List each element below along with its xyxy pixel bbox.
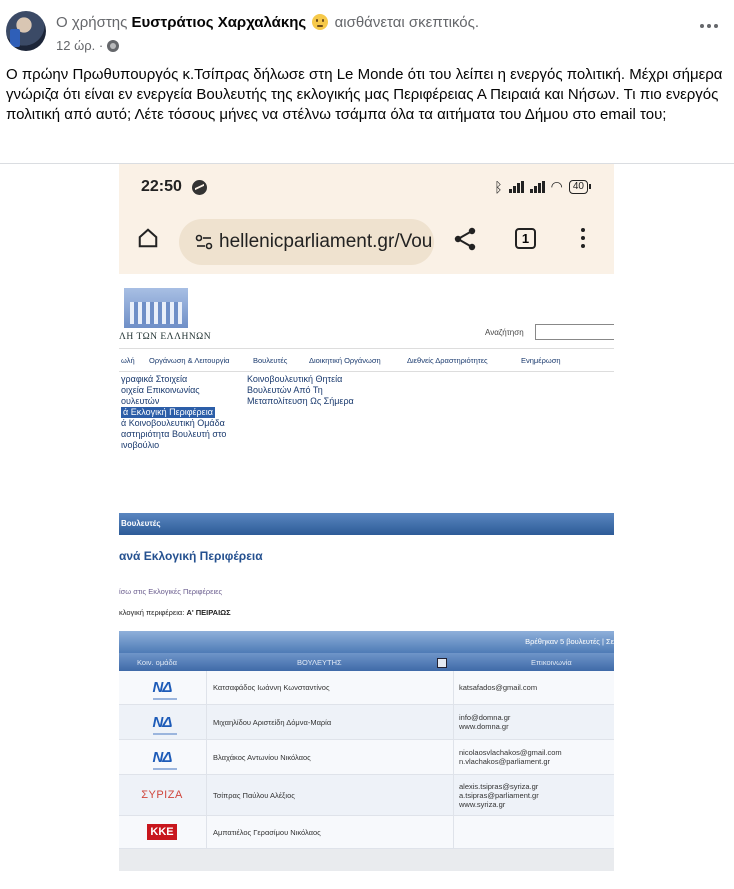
attached-screenshot[interactable] <box>119 164 614 889</box>
submenu-item[interactable]: οιχεία Επικοινωνίας <box>121 385 200 395</box>
post-time[interactable]: 12 ώρ. · <box>56 38 104 53</box>
party-cell <box>119 775 205 815</box>
nav-item-international[interactable]: Διεθνείς Δραστηριότητες <box>407 356 488 365</box>
party-cell <box>119 671 205 704</box>
nav-item-administration[interactable]: Διοικητική Οργάνωση <box>309 356 381 365</box>
mp-name[interactable]: Τσίπρας Παύλου Αλέξιος <box>206 775 454 815</box>
column-header-mp[interactable]: ΒΟΥΛΕΥΤΗΣ <box>297 658 342 667</box>
syriza-logo-icon: ΣΥΡΙΖΑ <box>141 789 183 801</box>
results-bar <box>119 631 614 653</box>
region-value: Α' ΠΕΙΡΑΙΩΣ <box>186 608 231 617</box>
contact-email[interactable]: katsafados@gmail.com <box>459 683 538 692</box>
region-label: κλογική περιφέρεια: <box>119 608 185 617</box>
contact-cell <box>459 740 562 774</box>
share-icon[interactable] <box>452 226 478 252</box>
contact-email[interactable]: alexis.tsipras@syriza.gr <box>459 781 539 791</box>
home-icon[interactable] <box>137 227 159 249</box>
status-icons <box>494 178 588 195</box>
logo-caption: ΛΗ ΤΩΝ ΕΛΛΗΝΩΝ <box>119 332 212 342</box>
region-line <box>119 608 231 617</box>
signal-icon-2 <box>530 181 545 193</box>
submenu-item[interactable]: Μεταπολίτευση Ως Σήμερα <box>247 396 354 406</box>
nav-item-organization[interactable]: Οργάνωση & Λειτουργία <box>149 356 230 365</box>
browser-menu-icon[interactable] <box>581 228 585 248</box>
avatar[interactable] <box>6 11 46 51</box>
results-count: Βρέθηκαν 5 βουλευτές | Σε <box>525 637 614 646</box>
submenu-item[interactable]: ινοβούλιο <box>121 440 160 450</box>
wifi-icon: ◠ <box>550 178 563 194</box>
site-settings-icon[interactable] <box>195 233 213 251</box>
post-meta <box>56 38 119 53</box>
page-title: ανά Εκλογική Περιφέρεια <box>119 549 263 563</box>
column-header-contact[interactable]: Επικοινωνία <box>531 658 572 667</box>
table-row <box>119 705 614 740</box>
contact-email[interactable]: info@domna.gr <box>459 713 511 722</box>
bluetooth-icon: ᛒ <box>494 178 503 195</box>
url-bar[interactable] <box>179 219 434 265</box>
column-header-party[interactable]: Κοιν. ομάδα <box>137 658 178 667</box>
sort-icon[interactable] <box>437 658 447 668</box>
messenger-icon <box>192 180 207 195</box>
party-cell <box>119 705 205 739</box>
submenu-left <box>121 374 226 451</box>
thinking-emoji-icon <box>312 14 328 30</box>
table-row <box>119 740 614 775</box>
parliament-logo[interactable] <box>124 288 188 328</box>
submenu-right <box>247 374 354 407</box>
mp-name[interactable]: Κατσαφάδος Ιωάννη Κωνσταντίνος <box>206 671 454 704</box>
submenu-item[interactable]: ουλευτών <box>121 396 160 406</box>
table-row <box>119 816 614 849</box>
feeling-text: αισθάνεται σκεπτικός. <box>334 14 480 31</box>
nd-logo-icon: ΝΔ <box>152 679 172 696</box>
submenu-item[interactable]: γραφικά Στοιχεία <box>121 374 188 384</box>
tabs-icon[interactable]: 1 <box>515 228 536 249</box>
section-bar <box>119 513 614 535</box>
contact-email[interactable]: n.vlachakos@parliament.gr <box>459 757 550 766</box>
battery-icon: 40 <box>569 180 588 194</box>
table-header <box>119 653 614 671</box>
nav-item-news[interactable]: Ενημέρωση <box>521 356 561 365</box>
section-bar-label: Βουλευτές <box>121 519 161 528</box>
globe-icon <box>107 40 119 52</box>
party-cell <box>119 816 205 848</box>
mp-name[interactable]: Αμπατιέλος Γερασίμου Νικόλαος <box>206 816 454 848</box>
browser-chrome <box>119 164 614 274</box>
contact-website[interactable]: www.syriza.gr <box>459 799 506 809</box>
table-footer <box>119 849 614 871</box>
author-line <box>56 14 479 31</box>
status-time: 22:50 <box>141 178 182 195</box>
search-input[interactable] <box>535 324 614 340</box>
contact-website[interactable]: www.domna.gr <box>459 722 509 731</box>
submenu-item[interactable]: ά Κοινοβουλευτική Ομάδα <box>121 418 225 428</box>
search-label: Αναζήτηση <box>485 328 524 337</box>
submenu-item[interactable]: Κοινοβουλευτική Θητεία <box>247 374 343 384</box>
kke-logo-icon: ΚΚΕ <box>147 824 176 840</box>
url-text: hellenicparliament.gr/Vou <box>219 231 433 252</box>
site-nav <box>119 348 614 372</box>
contact-email[interactable]: nicolaosvlachakos@gmail.com <box>459 748 562 757</box>
table-row <box>119 775 614 816</box>
author-prefix: Ο χρήστης <box>56 14 128 31</box>
post-header <box>0 0 734 60</box>
contact-email[interactable]: a.tsipras@parliament.gr <box>459 790 539 800</box>
nd-logo-icon: ΝΔ <box>152 713 172 731</box>
signal-icon <box>509 181 524 193</box>
submenu-item[interactable]: αστηριότητα Βουλευτή στο <box>121 429 227 439</box>
submenu-item-active[interactable]: ά Εκλογική Περιφέρεια <box>123 407 213 417</box>
table-row <box>119 671 614 705</box>
contact-cell <box>459 671 537 704</box>
mp-name[interactable]: Μιχαηλίδου Αριστείδη Δόμνα-Μαρία <box>206 705 454 739</box>
nd-logo-icon: ΝΔ <box>152 748 172 766</box>
post-text: Ο πρώην Πρωθυπουργός κ.Τσίπρας δήλωσε στη Le Monde ότι του λείπει η ενεργός πολιτική. Μέχρι σήμερα γνώριζα ότι είναι εν ενεργεία Βουλευτής της εκλογικής μας Περιφέρειας Α Πειραιά και Νήσων. Τι πιο ενεργός πολιτική από αυτό; Λέτε τόσους μήνες να στέλνω τσάμπα όλα τα αιτήματα του Δήμου στο email του; <box>6 66 723 123</box>
nav-item-mps[interactable]: Βουλευτές <box>253 356 288 365</box>
more-options-icon[interactable] <box>700 24 718 28</box>
submenu-item[interactable]: Βουλευτών Από Τη <box>247 385 323 395</box>
nav-item-home[interactable]: ωλή <box>121 356 135 365</box>
author-name[interactable]: Ευστράτιος Χαρχαλάκης <box>131 14 307 31</box>
contact-cell <box>459 705 510 739</box>
contact-cell <box>459 775 539 815</box>
party-cell <box>119 740 205 774</box>
mp-name[interactable]: Βλαχάκος Αντωνίου Νικόλαος <box>206 740 454 774</box>
back-link[interactable]: ίσω στις Εκλογικές Περιφέρειες <box>119 587 223 596</box>
